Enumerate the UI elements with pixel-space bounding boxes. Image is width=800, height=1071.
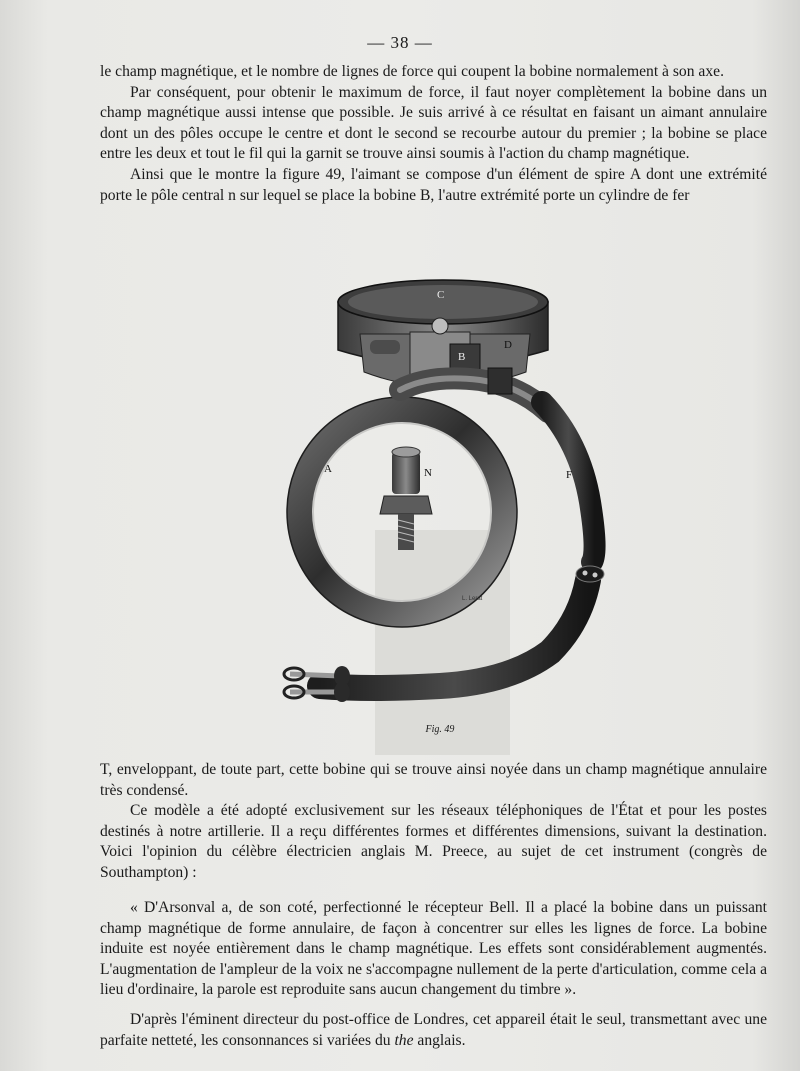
text-block-top [100, 62, 767, 206]
label-f: F [566, 469, 573, 481]
page-number: — 38 — [367, 33, 433, 52]
paragraph-4: T, enveloppant, de toute part, cette bobine qui se trouve ainsi noyée dans un champ magnétique annulaire très condensé. [100, 761, 767, 799]
paragraph-3: Ainsi que le montre la figure 49, l'aimant se compose d'un élément de spire A dont une extrémité porte le pôle central n sur lequel se place la bobine B, l'autre extrémité porte un cylindre de fer [100, 165, 767, 204]
paragraph-2: Par conséquent, pour obtenir le maximum de force, il faut noyer complètement la bobine dans un champ magnétique aussi intense que possible. Je suis arrivé à ce résultat en faisant un aimant annulaire dont un des pôles occupe le centre et dont le second se recourbe autour du premier ; la bobine se place entre les deux et tout le fil qui la garnit se trouve ainsi soumis à l'action du champ magnétique. [100, 83, 767, 163]
paragraph-5: Ce modèle a été adopté exclusivement sur les réseaux téléphoniques de l'État et pour les postes destinés à notre artillerie. Il a reçu différentes formes et différentes dimensions, suivant la destination. Voici l'opinion du célèbre électricien anglais M. Preece, au sujet de cet instrument (congrès de Southampton) : [100, 802, 767, 881]
label-d: D [504, 339, 512, 351]
preece-quote: « D'Arsonval a, de son coté, perfectionné le récepteur Bell. Il a placé la bobine dans un puissant champ magnétique de forme annulaire, de façon à concentrer sur elles les lignes de force. La bobine induite est noyée entièrement dans le champ magnétique. Les effets sont considérablement augmentés. L'augmentation de l'ampleur de la voix ne s'accompagne nullement de la perte d'articulation, comme cela a lieu d'ordinaire, la parole est reproduite sans aucun changement du timbre ». [100, 899, 767, 999]
text-block-bottom [100, 1010, 767, 1051]
paragraph-6-end: anglais. [417, 1031, 466, 1049]
figure-caption: Fig. 49 [425, 724, 455, 735]
engraver-signature: L. Lerat [462, 596, 483, 602]
central-pole [380, 447, 432, 550]
figure-49-illustration [280, 262, 610, 732]
label-c: C [437, 289, 445, 301]
label-n: N [424, 467, 432, 479]
paragraph-1: le champ magnétique, et le nombre de lignes de force qui coupent la bobine normalement à son axe. [100, 63, 724, 80]
label-b: B [458, 351, 466, 363]
label-a: A [324, 463, 332, 475]
cord-f [542, 402, 595, 562]
paragraph-6 [100, 1010, 767, 1051]
text-block-middle [100, 760, 767, 884]
text-block-quote [100, 898, 767, 1001]
paragraph-6-text: D'après l'éminent directeur du post-office de Londres, cet appareil était le seul, transmettant avec une parfaite netteté, les consonnances si variées du [100, 1011, 767, 1049]
paragraph-6-italic: the [394, 1031, 414, 1049]
